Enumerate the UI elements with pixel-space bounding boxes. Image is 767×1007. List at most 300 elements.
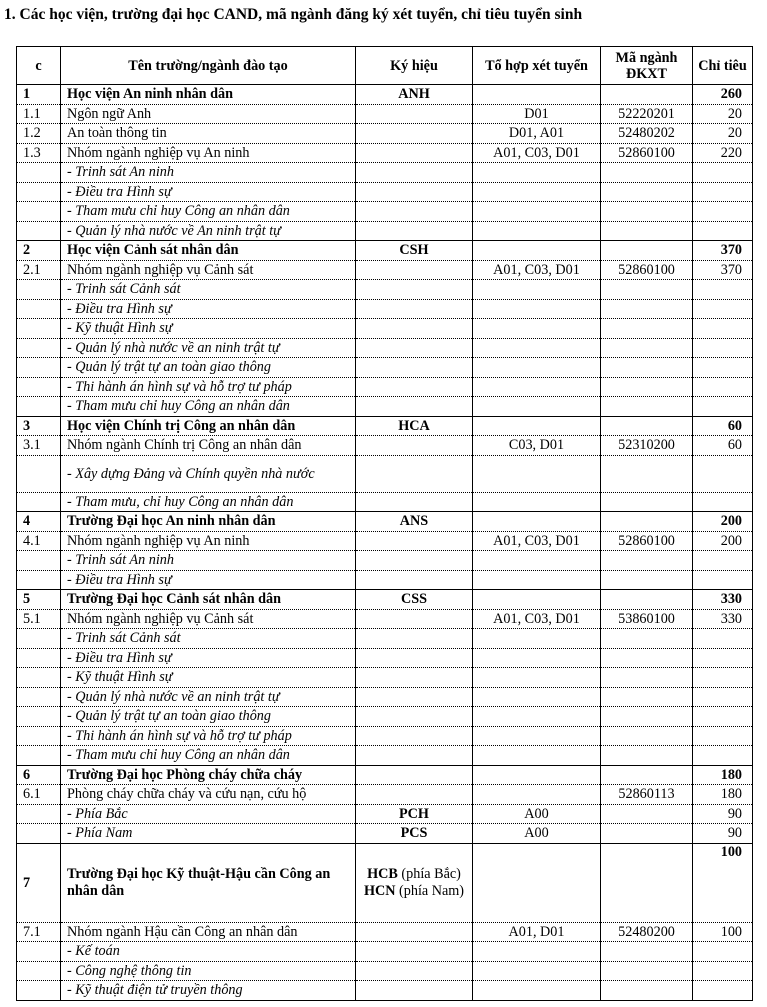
row-kyhieu xyxy=(356,765,473,785)
row-name: - Xây dựng Đảng và Chính quyền nhà nước xyxy=(61,455,356,492)
specialization-row xyxy=(17,280,753,300)
row-to-hop xyxy=(473,241,601,261)
row-name: An toàn thông tin xyxy=(61,124,356,144)
specialization-row xyxy=(17,804,753,824)
specialization-row xyxy=(17,746,753,766)
row-kyhieu: PCH xyxy=(356,804,473,824)
row-name: - Phía Bắc xyxy=(61,804,356,824)
table-body xyxy=(17,85,753,1001)
specialization-row xyxy=(17,492,753,512)
row-kyhieu xyxy=(356,492,473,512)
row-kyhieu xyxy=(356,104,473,124)
row-chi-tieu xyxy=(693,377,753,397)
row-chi-tieu xyxy=(693,668,753,688)
row-kyhieu xyxy=(356,843,473,922)
row-chi-tieu: 100 xyxy=(693,843,753,922)
row-chi-tieu xyxy=(693,338,753,358)
specialization-row xyxy=(17,570,753,590)
row-chi-tieu: 180 xyxy=(693,765,753,785)
row-ma-nganh xyxy=(601,648,693,668)
specialization-row xyxy=(17,629,753,649)
row-kyhieu xyxy=(356,746,473,766)
row-chi-tieu xyxy=(693,202,753,222)
row-to-hop: A01, C03, D01 xyxy=(473,260,601,280)
row-to-hop xyxy=(473,668,601,688)
program-row xyxy=(17,531,753,551)
row-number: 5.1 xyxy=(17,609,61,629)
row-ma-nganh xyxy=(601,707,693,727)
row-chi-tieu: 20 xyxy=(693,124,753,144)
specialization-row xyxy=(17,551,753,571)
school-row xyxy=(17,85,753,105)
program-row xyxy=(17,260,753,280)
specialization-row xyxy=(17,726,753,746)
row-number xyxy=(17,981,61,1001)
row-number xyxy=(17,824,61,844)
row-kyhieu xyxy=(356,455,473,492)
row-to-hop xyxy=(473,551,601,571)
row-number: 2.1 xyxy=(17,260,61,280)
row-number: 5 xyxy=(17,590,61,610)
row-to-hop xyxy=(473,338,601,358)
row-chi-tieu: 180 xyxy=(693,785,753,805)
row-number xyxy=(17,358,61,378)
row-ma-nganh xyxy=(601,687,693,707)
row-name: - Quản lý nhà nước về an ninh trật tự xyxy=(61,687,356,707)
row-chi-tieu xyxy=(693,746,753,766)
row-to-hop: D01, A01 xyxy=(473,124,601,144)
row-chi-tieu xyxy=(693,981,753,1001)
row-kyhieu xyxy=(356,629,473,649)
row-chi-tieu xyxy=(693,455,753,492)
admission-table xyxy=(16,46,753,1001)
row-ma-nganh: 52860100 xyxy=(601,143,693,163)
row-kyhieu xyxy=(356,609,473,629)
row-kyhieu xyxy=(356,436,473,456)
row-number: 6 xyxy=(17,765,61,785)
row-ma-nganh xyxy=(601,551,693,571)
col-header-kyhieu: Ký hiệu xyxy=(356,47,473,85)
row-number: 3.1 xyxy=(17,436,61,456)
row-chi-tieu: 220 xyxy=(693,143,753,163)
row-ma-nganh xyxy=(601,163,693,183)
kyhieu-note: (phía Bắc) xyxy=(401,865,461,882)
row-name: - Quản lý nhà nước về an ninh trật tự xyxy=(61,338,356,358)
specialization-row xyxy=(17,221,753,241)
program-row xyxy=(17,143,753,163)
row-chi-tieu: 60 xyxy=(693,436,753,456)
row-chi-tieu: 100 xyxy=(693,922,753,942)
row-name: Nhóm ngành nghiệp vụ An ninh xyxy=(61,531,356,551)
row-kyhieu xyxy=(356,358,473,378)
row-to-hop xyxy=(473,707,601,727)
row-kyhieu xyxy=(356,221,473,241)
row-to-hop xyxy=(473,981,601,1001)
row-name: Trường Đại học An ninh nhân dân xyxy=(61,512,356,532)
row-to-hop xyxy=(473,280,601,300)
specialization-row xyxy=(17,648,753,668)
row-number xyxy=(17,182,61,202)
row-name: - Phía Nam xyxy=(61,824,356,844)
row-chi-tieu: 200 xyxy=(693,531,753,551)
row-chi-tieu xyxy=(693,358,753,378)
row-name: Phòng cháy chữa cháy và cứu nạn, cứu hộ xyxy=(61,785,356,805)
school-row xyxy=(17,416,753,436)
row-chi-tieu xyxy=(693,570,753,590)
row-kyhieu: ANH xyxy=(356,85,473,105)
row-ma-nganh xyxy=(601,590,693,610)
table-header xyxy=(17,47,753,85)
row-name: Trường Đại học Phòng cháy chữa cháy xyxy=(61,765,356,785)
row-number: 4 xyxy=(17,512,61,532)
specialization-row xyxy=(17,961,753,981)
row-to-hop xyxy=(473,358,601,378)
row-number xyxy=(17,163,61,183)
row-kyhieu xyxy=(356,319,473,339)
school-row xyxy=(17,765,753,785)
row-chi-tieu xyxy=(693,648,753,668)
row-kyhieu xyxy=(356,551,473,571)
row-number xyxy=(17,707,61,727)
row-chi-tieu: 260 xyxy=(693,85,753,105)
row-number xyxy=(17,570,61,590)
row-to-hop xyxy=(473,512,601,532)
row-chi-tieu xyxy=(693,726,753,746)
row-ma-nganh xyxy=(601,746,693,766)
school-row xyxy=(17,512,753,532)
row-number xyxy=(17,726,61,746)
row-name: Học viện Cảnh sát nhân dân xyxy=(61,241,356,261)
specialization-row xyxy=(17,455,753,492)
row-ma-nganh xyxy=(601,824,693,844)
row-chi-tieu xyxy=(693,687,753,707)
row-to-hop xyxy=(473,843,601,922)
col-header-tohop: Tổ hợp xét tuyển xyxy=(473,47,601,85)
program-row xyxy=(17,609,753,629)
row-to-hop xyxy=(473,319,601,339)
row-name: Ngôn ngữ Anh xyxy=(61,104,356,124)
row-ma-nganh: 52310200 xyxy=(601,436,693,456)
specialization-row xyxy=(17,338,753,358)
row-to-hop xyxy=(473,377,601,397)
row-name: - Trinh sát Cảnh sát xyxy=(61,280,356,300)
row-ma-nganh xyxy=(601,981,693,1001)
row-kyhieu xyxy=(356,687,473,707)
row-to-hop xyxy=(473,182,601,202)
specialization-row xyxy=(17,377,753,397)
row-name: - Điều tra Hình sự xyxy=(61,570,356,590)
row-number xyxy=(17,338,61,358)
row-kyhieu xyxy=(356,785,473,805)
program-row xyxy=(17,124,753,144)
school-row xyxy=(17,590,753,610)
row-to-hop xyxy=(473,765,601,785)
row-to-hop xyxy=(473,746,601,766)
row-ma-nganh xyxy=(601,629,693,649)
row-to-hop xyxy=(473,961,601,981)
specialization-row xyxy=(17,202,753,222)
row-ma-nganh: 53860100 xyxy=(601,609,693,629)
row-name: - Quản lý trật tự an toàn giao thông xyxy=(61,358,356,378)
row-chi-tieu xyxy=(693,163,753,183)
row-name: - Điều tra Hình sự xyxy=(61,299,356,319)
row-name: Trường Đại học Cảnh sát nhân dân xyxy=(61,590,356,610)
row-number xyxy=(17,280,61,300)
program-row xyxy=(17,104,753,124)
program-row xyxy=(17,922,753,942)
row-to-hop xyxy=(473,629,601,649)
row-chi-tieu: 60 xyxy=(693,416,753,436)
row-chi-tieu xyxy=(693,551,753,571)
row-to-hop xyxy=(473,785,601,805)
row-ma-nganh xyxy=(601,416,693,436)
specialization-row xyxy=(17,824,753,844)
row-name: - Quản lý trật tự an toàn giao thông xyxy=(61,707,356,727)
row-kyhieu xyxy=(356,726,473,746)
row-to-hop xyxy=(473,416,601,436)
row-name: - Thi hành án hình sự và hỗ trợ tư pháp xyxy=(61,726,356,746)
row-ma-nganh xyxy=(601,455,693,492)
row-ma-nganh xyxy=(601,397,693,417)
col-header-name: Tên trường/ngành đào tạo xyxy=(61,47,356,85)
row-to-hop: C03, D01 xyxy=(473,436,601,456)
row-number xyxy=(17,648,61,668)
row-chi-tieu xyxy=(693,280,753,300)
row-name: Nhóm ngành Hậu cần Công an nhân dân xyxy=(61,922,356,942)
row-number xyxy=(17,804,61,824)
row-to-hop: D01 xyxy=(473,104,601,124)
row-name: Nhóm ngành nghiệp vụ An ninh xyxy=(61,143,356,163)
program-row xyxy=(17,436,753,456)
row-name: Nhóm ngành nghiệp vụ Cảnh sát xyxy=(61,609,356,629)
row-number: 7 xyxy=(17,843,61,922)
row-number xyxy=(17,492,61,512)
row-chi-tieu xyxy=(693,397,753,417)
row-to-hop: A01, D01 xyxy=(473,922,601,942)
row-kyhieu xyxy=(356,531,473,551)
row-ma-nganh xyxy=(601,85,693,105)
row-chi-tieu xyxy=(693,182,753,202)
row-name: Nhóm ngành nghiệp vụ Cảnh sát xyxy=(61,260,356,280)
row-name: Nhóm ngành Chính trị Công an nhân dân xyxy=(61,436,356,456)
row-kyhieu xyxy=(356,143,473,163)
row-kyhieu xyxy=(356,707,473,727)
row-number xyxy=(17,202,61,222)
kyhieu-code: HCB xyxy=(367,865,398,882)
row-kyhieu xyxy=(356,942,473,962)
row-to-hop xyxy=(473,492,601,512)
row-to-hop xyxy=(473,687,601,707)
row-name: Học viện An ninh nhân dân xyxy=(61,85,356,105)
specialization-row xyxy=(17,668,753,688)
row-ma-nganh xyxy=(601,492,693,512)
row-number: 1.1 xyxy=(17,104,61,124)
row-ma-nganh xyxy=(601,358,693,378)
row-ma-nganh: 52860100 xyxy=(601,260,693,280)
specialization-row xyxy=(17,981,753,1001)
row-chi-tieu: 200 xyxy=(693,512,753,532)
kyhieu-code: HCN xyxy=(363,882,396,899)
row-to-hop: A01, C03, D01 xyxy=(473,143,601,163)
row-kyhieu xyxy=(356,280,473,300)
specialization-row xyxy=(17,182,753,202)
row-kyhieu xyxy=(356,668,473,688)
row-number xyxy=(17,551,61,571)
row-to-hop xyxy=(473,455,601,492)
row-kyhieu xyxy=(356,338,473,358)
row-name: - Tham mưu chỉ huy Công an nhân dân xyxy=(61,397,356,417)
row-number xyxy=(17,377,61,397)
row-number: 3 xyxy=(17,416,61,436)
row-ma-nganh: 52480202 xyxy=(601,124,693,144)
row-to-hop xyxy=(473,570,601,590)
row-chi-tieu xyxy=(693,942,753,962)
row-chi-tieu: 90 xyxy=(693,824,753,844)
row-name: - Kỹ thuật Hình sự xyxy=(61,668,356,688)
row-name: - Trinh sát Cảnh sát xyxy=(61,629,356,649)
row-kyhieu xyxy=(356,377,473,397)
row-chi-tieu xyxy=(693,961,753,981)
row-to-hop xyxy=(473,590,601,610)
row-chi-tieu xyxy=(693,221,753,241)
row-kyhieu: ANS xyxy=(356,512,473,532)
row-to-hop xyxy=(473,726,601,746)
row-kyhieu: CSS xyxy=(356,590,473,610)
row-number xyxy=(17,687,61,707)
row-kyhieu xyxy=(356,163,473,183)
row-kyhieu xyxy=(356,570,473,590)
row-chi-tieu: 330 xyxy=(693,590,753,610)
row-number xyxy=(17,942,61,962)
specialization-row xyxy=(17,397,753,417)
row-chi-tieu: 330 xyxy=(693,609,753,629)
row-kyhieu: PCS xyxy=(356,824,473,844)
row-name: - Thi hành án hình sự và hỗ trợ tư pháp xyxy=(61,377,356,397)
row-name: - Kế toán xyxy=(61,942,356,962)
page-title: 1. Các học viện, trường đại học CAND, mã ngành đăng ký xét tuyển, chỉ tiêu tuyển sinh xyxy=(4,6,583,23)
row-kyhieu xyxy=(356,202,473,222)
row-ma-nganh xyxy=(601,377,693,397)
row-ma-nganh xyxy=(601,221,693,241)
row-chi-tieu xyxy=(693,629,753,649)
row-to-hop xyxy=(473,942,601,962)
row-chi-tieu xyxy=(693,319,753,339)
row-ma-nganh xyxy=(601,961,693,981)
row-ma-nganh xyxy=(601,241,693,261)
program-row xyxy=(17,785,753,805)
row-name: - Kỹ thuật điện tử truyền thông xyxy=(61,981,356,1001)
row-to-hop: A00 xyxy=(473,804,601,824)
row-number xyxy=(17,397,61,417)
row-ma-nganh xyxy=(601,182,693,202)
row-chi-tieu: 20 xyxy=(693,104,753,124)
row-chi-tieu: 370 xyxy=(693,241,753,261)
row-name: - Trinh sát An ninh xyxy=(61,551,356,571)
row-kyhieu xyxy=(356,922,473,942)
row-number: 1 xyxy=(17,85,61,105)
specialization-row xyxy=(17,942,753,962)
kyhieu-note: (phía Nam) xyxy=(399,882,465,899)
row-chi-tieu xyxy=(693,492,753,512)
row-to-hop xyxy=(473,648,601,668)
row-name: - Công nghệ thông tin xyxy=(61,961,356,981)
row-kyhieu xyxy=(356,182,473,202)
specialization-row xyxy=(17,299,753,319)
row-ma-nganh xyxy=(601,668,693,688)
row-kyhieu xyxy=(356,260,473,280)
row-to-hop: A01, C03, D01 xyxy=(473,609,601,629)
row-name: - Tham mưu, chỉ huy Công an nhân dân xyxy=(61,492,356,512)
row-name: - Tham mưu chỉ huy Công an nhân dân xyxy=(61,746,356,766)
row-to-hop xyxy=(473,221,601,241)
row-number xyxy=(17,961,61,981)
specialization-row xyxy=(17,319,753,339)
row-ma-nganh: 52480200 xyxy=(601,922,693,942)
row-ma-nganh xyxy=(601,765,693,785)
row-name: Trường Đại học Kỹ thuật-Hậu cần Công an nhân dân xyxy=(61,843,356,922)
row-number xyxy=(17,746,61,766)
row-to-hop: A00 xyxy=(473,824,601,844)
row-to-hop xyxy=(473,397,601,417)
row-ma-nganh xyxy=(601,202,693,222)
row-number: 6.1 xyxy=(17,785,61,805)
specialization-row xyxy=(17,358,753,378)
row-number: 1.2 xyxy=(17,124,61,144)
row-name: - Quản lý nhà nước về An ninh trật tự xyxy=(61,221,356,241)
col-header-chi-tieu: Chỉ tiêu xyxy=(693,47,753,85)
row-number: 2 xyxy=(17,241,61,261)
row-number xyxy=(17,668,61,688)
row-ma-nganh xyxy=(601,570,693,590)
row-chi-tieu: 370 xyxy=(693,260,753,280)
row-ma-nganh xyxy=(601,338,693,358)
row-ma-nganh xyxy=(601,804,693,824)
row-name: - Tham mưu chỉ huy Công an nhân dân xyxy=(61,202,356,222)
row-to-hop xyxy=(473,202,601,222)
row-ma-nganh: 52220201 xyxy=(601,104,693,124)
row-ma-nganh xyxy=(601,280,693,300)
row-name: - Kỹ thuật Hình sự xyxy=(61,319,356,339)
row-kyhieu xyxy=(356,299,473,319)
row-number: 4.1 xyxy=(17,531,61,551)
row-to-hop xyxy=(473,299,601,319)
row-chi-tieu xyxy=(693,299,753,319)
row-number xyxy=(17,319,61,339)
specialization-row xyxy=(17,707,753,727)
row-name: - Điều tra Hình sự xyxy=(61,182,356,202)
row-number xyxy=(17,221,61,241)
row-kyhieu: HCA xyxy=(356,416,473,436)
row-name: Học viện Chính trị Công an nhân dân xyxy=(61,416,356,436)
row-to-hop xyxy=(473,85,601,105)
row-ma-nganh xyxy=(601,299,693,319)
row-ma-nganh xyxy=(601,843,693,922)
school-row xyxy=(17,843,753,922)
col-header-stt: c xyxy=(17,47,61,85)
row-number xyxy=(17,455,61,492)
row-kyhieu xyxy=(356,397,473,417)
row-ma-nganh xyxy=(601,726,693,746)
row-kyhieu xyxy=(356,961,473,981)
row-ma-nganh xyxy=(601,512,693,532)
row-number xyxy=(17,629,61,649)
row-kyhieu xyxy=(356,124,473,144)
school-row xyxy=(17,241,753,261)
row-kyhieu xyxy=(356,648,473,668)
col-header-ma-nganh: Mã ngành ĐKXT xyxy=(601,47,693,85)
row-ma-nganh xyxy=(601,319,693,339)
row-number: 1.3 xyxy=(17,143,61,163)
